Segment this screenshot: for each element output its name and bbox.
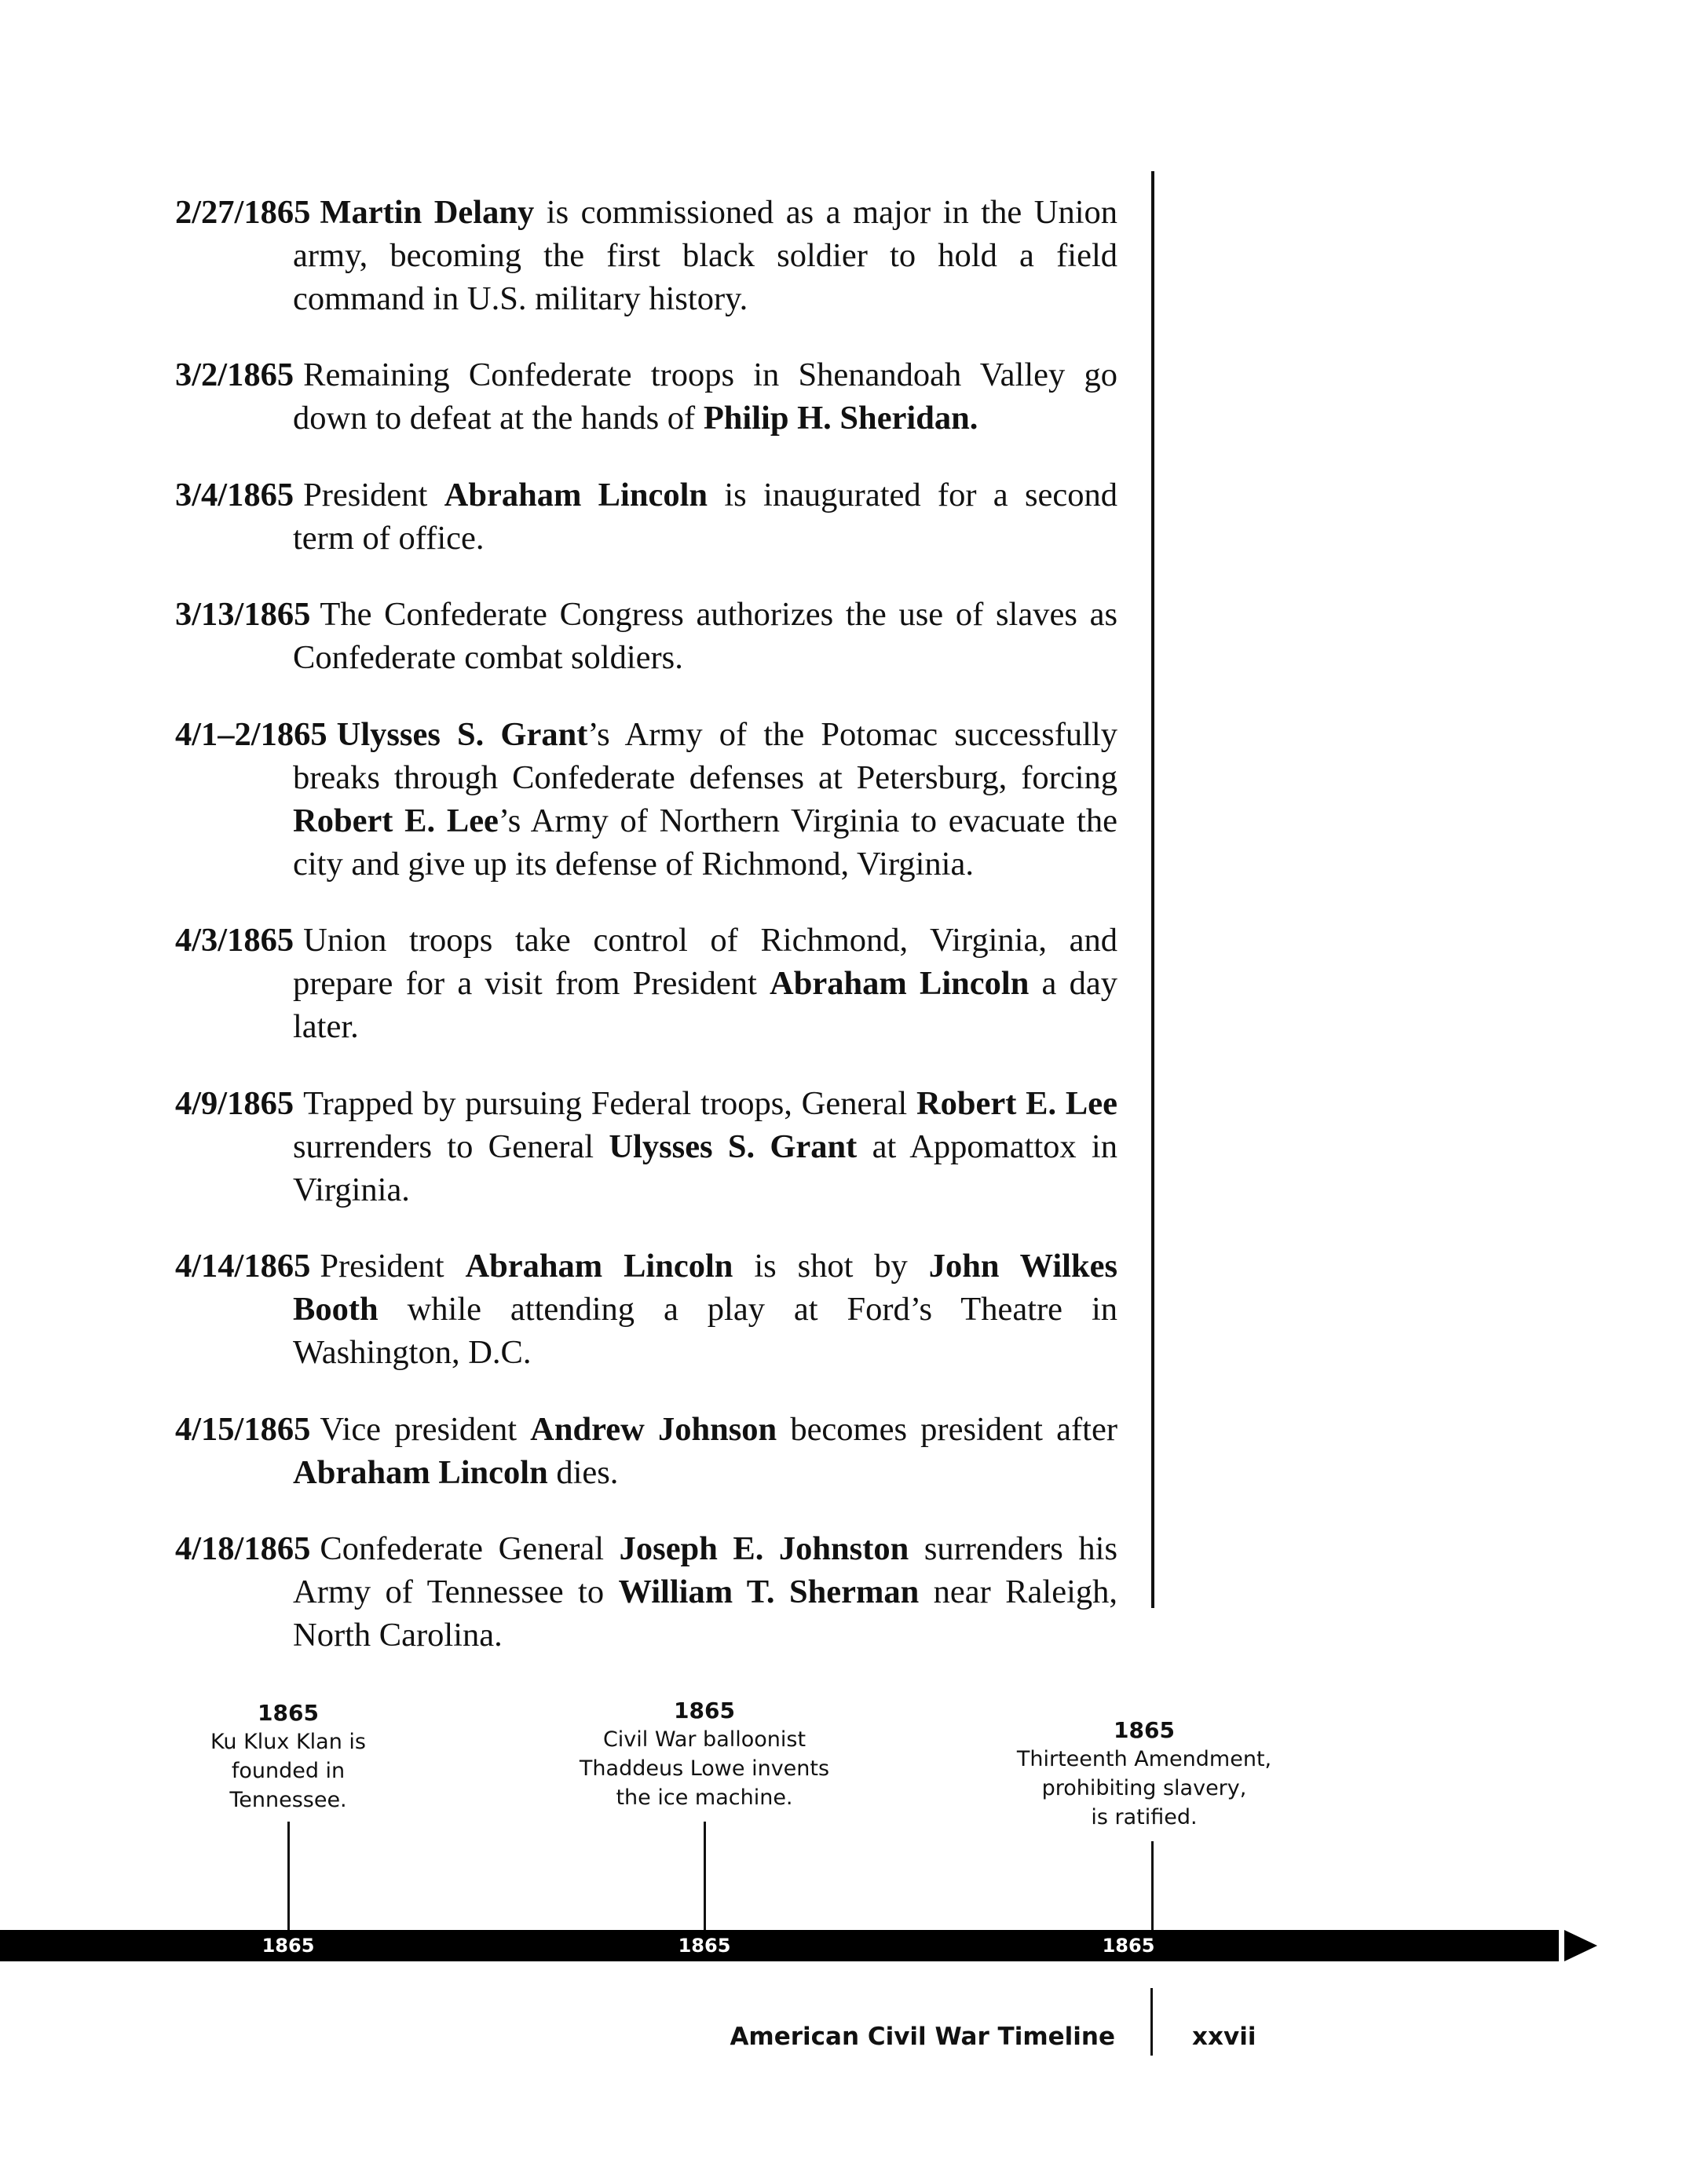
timeline-tick-year: 1865 <box>262 1935 315 1957</box>
timeline-entry <box>175 353 1117 440</box>
event-text-line: Thaddeus Lowe invents <box>579 1756 830 1781</box>
timeline-entry <box>175 473 1117 560</box>
entry-text-segment: dies. <box>547 1453 619 1491</box>
event-text-line: Thirteenth Amendment, <box>1016 1747 1272 1771</box>
timeline-connector <box>704 1822 706 1932</box>
event-year: 1865 <box>258 1700 319 1726</box>
entry-text <box>293 596 1117 676</box>
running-footer-title: American Civil War Timeline <box>730 2023 1115 2051</box>
entry-date: 3/2/1865 <box>175 356 294 393</box>
entry-text-segment: near Raleigh, North Carolina. <box>293 1573 1117 1654</box>
entry-bold-name: Philip H. Sheridan. <box>703 400 978 437</box>
entry-date: 3/13/1865 <box>175 596 311 633</box>
event-text-line: is ratified. <box>1091 1805 1198 1829</box>
entry-bold-name: Robert E. Lee <box>293 802 499 839</box>
timeline-tick-year: 1865 <box>1102 1935 1155 1957</box>
timeline-entries <box>175 157 1117 1685</box>
event-text-line: Ku Klux Klan is <box>210 1730 366 1754</box>
timeline-connector <box>287 1822 290 1932</box>
entry-text-segment: ’s Army of Northern Virginia to evacuate the city and give up its defense of Richmond, Virginia. <box>293 802 1117 883</box>
entry-text <box>293 194 1117 317</box>
entry-text-segment: Confederate General <box>320 1530 620 1567</box>
entry-bold-name: Andrew Johnson <box>530 1410 777 1448</box>
entry-text-segment: Union troops take control of Richmond, Virginia, and prepare for a visit from President <box>293 922 1117 1002</box>
event-year: 1865 <box>674 1698 735 1723</box>
timeline-entry <box>175 919 1117 1048</box>
entry-text-segment: ’s Army of the Potomac successfully breaks through Confederate defenses at Petersburg, forcing <box>293 715 1117 796</box>
event-text-line: Tennessee. <box>229 1788 347 1812</box>
entry-bold-name: John Wilkes Booth <box>293 1248 1118 1328</box>
timeline-entry <box>175 1244 1117 1374</box>
event-text-line: founded in <box>231 1759 346 1783</box>
entry-date: 4/9/1865 <box>175 1084 294 1122</box>
entry-date: 2/27/1865 <box>175 193 311 231</box>
timeline-event-label <box>469 1696 940 1812</box>
entry-bold-name: Abraham Lincoln <box>770 965 1030 1002</box>
timeline-event-label <box>909 1716 1380 1832</box>
entry-text-segment: surrenders his Army of Tennessee to <box>293 1530 1117 1610</box>
entry-date: 4/14/1865 <box>175 1248 311 1285</box>
timeline-entry <box>175 191 1117 320</box>
entry-bold-name: Robert E. Lee <box>916 1084 1117 1122</box>
entry-text-segment: is inaugurated for a second term of office. <box>293 476 1117 557</box>
entry-date: 4/18/1865 <box>175 1530 311 1567</box>
timeline-event-label <box>53 1698 524 1815</box>
entry-text-segment: Remaining Confederate troops in Shenandoah Valley go down to defeat at the hands of <box>293 356 1117 437</box>
entry-bold-name: Joseph E. Johnston <box>619 1530 909 1567</box>
entry-text-segment: Vice president <box>320 1410 531 1448</box>
entry-text-segment: The Confederate Congress authorizes the use of slaves as Confederate combat soldiers. <box>293 596 1117 676</box>
entry-text-segment: while attending a play at Ford’s Theatre in Washington, D.C. <box>293 1291 1117 1371</box>
footer-divider <box>1150 1988 1153 2056</box>
entry-text-segment: Trapped by pursuing Federal troops, General <box>303 1084 916 1122</box>
entry-text <box>293 1411 1117 1491</box>
entry-text <box>293 716 1117 883</box>
entry-text <box>293 922 1117 1045</box>
entry-text-segment: is shot by <box>733 1248 929 1285</box>
timeline-entry <box>175 1408 1117 1494</box>
entry-text-segment: at Appomattox in Virginia. <box>293 1128 1117 1208</box>
entry-bold-name: William T. Sherman <box>618 1573 920 1610</box>
entry-bold-name: Abraham Lincoln <box>465 1248 733 1285</box>
entry-text-segment: President <box>303 476 444 514</box>
entry-bold-name: Ulysses S. Grant <box>336 715 588 753</box>
event-text-line: prohibiting slavery, <box>1041 1776 1247 1800</box>
timeline-entry <box>175 593 1117 679</box>
entry-text-segment: surrenders to General <box>293 1128 609 1165</box>
page-number: xxvii <box>1192 2023 1256 2051</box>
entry-text-segment: becomes president after <box>777 1410 1117 1448</box>
entry-bold-name: Abraham Lincoln <box>444 476 708 514</box>
entry-bold-name: Martin Delany <box>320 193 535 231</box>
entry-text <box>293 356 1117 437</box>
entry-date: 4/15/1865 <box>175 1410 311 1448</box>
entry-text <box>293 1085 1117 1208</box>
event-text-line: the ice machine. <box>616 1785 793 1810</box>
event-text-line: Civil War balloonist <box>602 1727 806 1752</box>
entry-bold-name: Abraham Lincoln <box>293 1453 548 1491</box>
timeline-entry <box>175 713 1117 886</box>
entry-text-segment: a day later. <box>293 965 1117 1045</box>
timeline-entry <box>175 1082 1117 1212</box>
entry-bold-name: Ulysses S. Grant <box>609 1128 858 1165</box>
entry-text-segment: is commissioned as a major in the Union army, becoming the first black soldier to hold a field command in U.S. military history. <box>293 193 1117 317</box>
timeline-entry <box>175 1527 1117 1657</box>
entry-text <box>293 1530 1117 1654</box>
entry-text <box>293 477 1117 557</box>
entry-text <box>293 1248 1117 1371</box>
timeline-connector <box>1151 1841 1154 1932</box>
margin-rule <box>1151 171 1154 1608</box>
entry-date: 4/3/1865 <box>175 922 294 959</box>
entry-date: 3/4/1865 <box>175 476 294 514</box>
event-year: 1865 <box>1114 1717 1175 1743</box>
entry-date: 4/1–2/1865 <box>175 715 327 753</box>
arrow-right-icon <box>1564 1930 1597 1961</box>
entry-text-segment: President <box>320 1248 466 1285</box>
timeline-tick-year: 1865 <box>678 1935 731 1957</box>
